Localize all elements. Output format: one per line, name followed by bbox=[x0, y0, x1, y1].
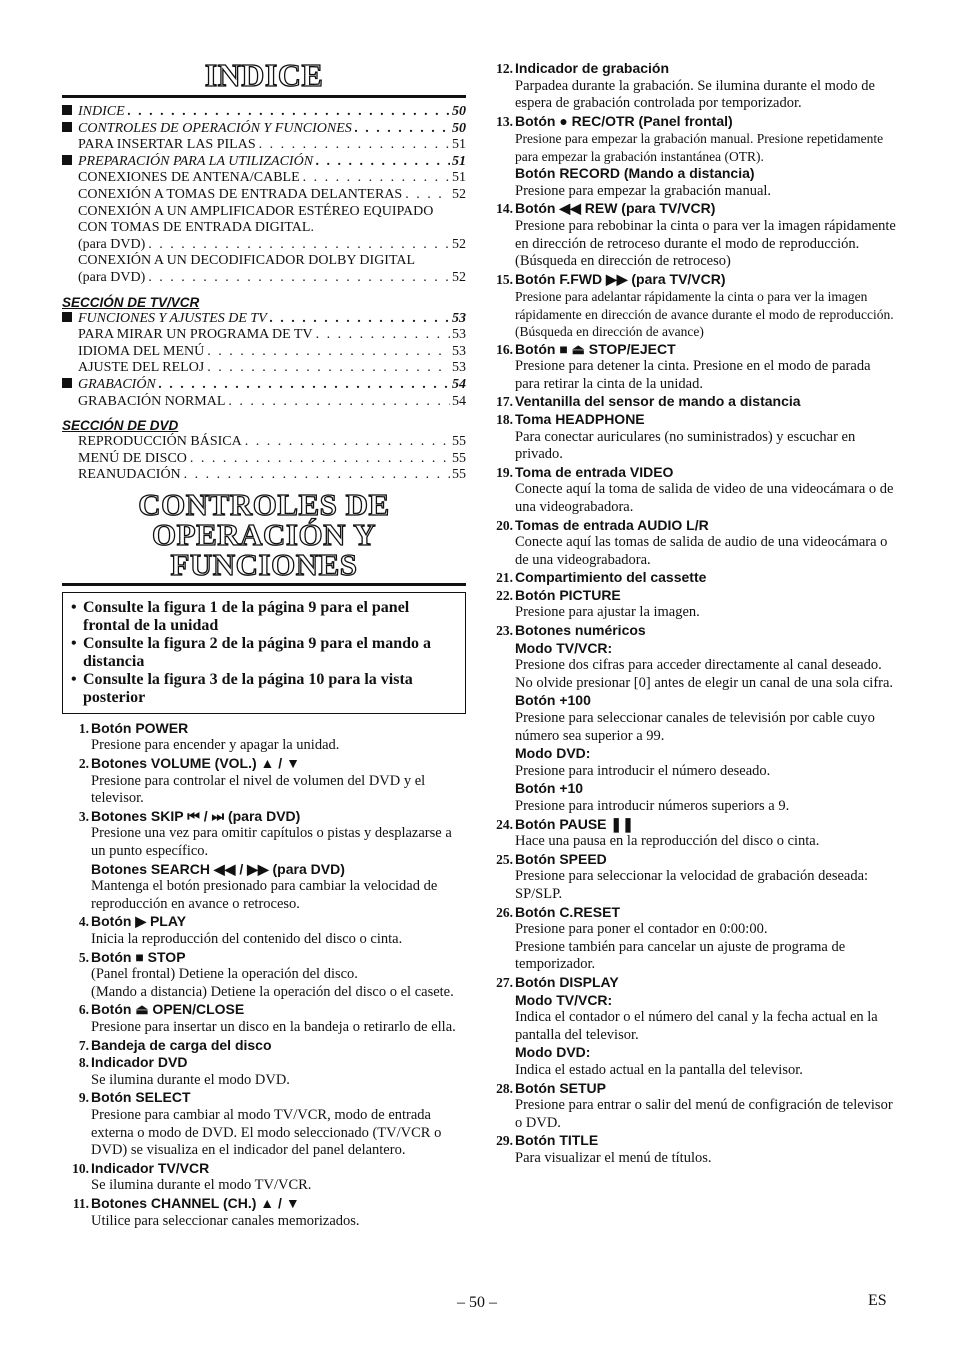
toc-entry[interactable]: IDIOMA DEL MENÚ . . . 53 bbox=[62, 344, 466, 361]
item-number: 27. bbox=[496, 974, 513, 990]
list-item bbox=[62, 1054, 466, 1089]
item-label: Indicador TV/VCR bbox=[91, 1159, 210, 1176]
item-description: Presione para introducir números superiors a 9. bbox=[515, 798, 790, 814]
table-of-contents bbox=[62, 104, 466, 484]
item-description: Presione dos cifras para acceder directamente al canal deseado. bbox=[515, 657, 882, 674]
item-number: 9. bbox=[78, 1090, 89, 1106]
item-label: Botón SPEED bbox=[515, 850, 607, 867]
list-item bbox=[486, 464, 896, 517]
list-item bbox=[62, 949, 466, 1002]
item-description: Presione para insertar un disco en la bandeja o retirarlo de ella. bbox=[91, 1018, 456, 1035]
list-item bbox=[486, 1080, 896, 1133]
item-description: Conecte aquí la toma de salida de video de una videocámara o de una videograbadora. bbox=[515, 481, 894, 515]
item-number: 11. bbox=[72, 1195, 89, 1211]
item-label: Botones CHANNEL (CH.) ▲ / ▼ bbox=[91, 1194, 300, 1211]
section-heading-tv-vcr: SECCIÓN DE TV/VCR bbox=[62, 294, 200, 310]
item-sublabel: Botón +10 bbox=[515, 780, 584, 797]
toc-entry[interactable]: PREPARACIÓN PARA LA UTILIZACIÓN . . . 51 bbox=[62, 154, 466, 171]
item-description: Presione para seleccionar la velocidad de grabación deseada: SP/SLP. bbox=[515, 868, 869, 902]
item-sublabel: Botón +100 bbox=[515, 692, 591, 709]
toc-entry[interactable]: CONEXIÓN A UN DECODIFICADOR DOLBY DIGITAL bbox=[78, 253, 416, 269]
toc-entry[interactable]: REPRODUCCIÓN BÁSICA . . . 55 bbox=[62, 434, 466, 451]
list-item bbox=[62, 1195, 466, 1230]
item-number: 21. bbox=[496, 570, 513, 586]
list-item bbox=[486, 517, 896, 570]
right-column bbox=[486, 60, 896, 1167]
right-items-list bbox=[486, 60, 896, 1167]
item-label: Botón TITLE bbox=[515, 1132, 599, 1149]
item-label: Botón DISPLAY bbox=[515, 973, 619, 990]
figure-reference-box bbox=[62, 592, 466, 714]
title-rule bbox=[62, 583, 466, 586]
item-description: Conecte aquí las tomas de salida de audio de una videocámara o de una videograbadora. bbox=[515, 534, 888, 568]
item-description: Hace una pausa en la reproducción del disco o cinta. bbox=[515, 833, 820, 850]
note-item: • Consulte la figura 1 de la página 9 para el panel frontal de la unidad bbox=[71, 598, 410, 634]
list-item bbox=[62, 755, 466, 808]
item-description: Presione para adelantar rápidamente la cinta o para ver la imagen rápidamente en dirección de avance durante el modo de reproducción. (Búsqueda en dirección de avance) bbox=[515, 289, 894, 340]
item-description: Presione para cambiar al modo TV/VCR, modo de entrada externa o modo de DVD. El modo seleccionado (TV/VCR o DVD) se visualiza en el indicador del panel delantero. bbox=[91, 1106, 442, 1159]
item-label: Botón SELECT bbox=[91, 1089, 191, 1106]
item-description: Se ilumina durante el modo TV/VCR. bbox=[91, 1177, 312, 1194]
item-number: 4. bbox=[78, 914, 89, 930]
list-item bbox=[486, 393, 896, 411]
list-item bbox=[486, 569, 896, 587]
item-description: Presione para entrar o salir del menú de configración de televisor o DVD. bbox=[515, 1097, 893, 1131]
item-description: Presione para ajustar la imagen. bbox=[515, 604, 700, 621]
item-label: Botón POWER bbox=[91, 719, 189, 736]
list-item bbox=[62, 1089, 466, 1159]
item-label: Botón ■ ⏏ STOP/EJECT bbox=[515, 340, 676, 357]
item-number: 29. bbox=[496, 1133, 513, 1149]
item-description: (Panel frontal) Detiene la operación del disco. bbox=[91, 966, 358, 983]
item-description: Presione una vez para omitir capítulos o pistas y desplazarse a un punto específico. bbox=[91, 825, 452, 860]
square-bullet-icon bbox=[62, 378, 72, 388]
item-label: Botones SKIP ⏮ / ⏭ (para DVD) bbox=[91, 807, 301, 824]
item-description: Presione para empezar la grabación manual. Presione repetidamente para empezar la grabación instantánea (OTR). bbox=[515, 131, 884, 164]
item-description: Presione para introducir el número deseado. bbox=[515, 762, 771, 779]
item-number: 24. bbox=[496, 816, 513, 832]
item-label: Botón ◀◀ REW (para TV/VCR) bbox=[515, 200, 716, 217]
section-heading-dvd: SECCIÓN DE DVD bbox=[62, 418, 179, 434]
square-bullet-icon bbox=[62, 105, 72, 115]
item-label: Botón ⏏ OPEN/CLOSE bbox=[91, 1001, 245, 1018]
toc-entry[interactable]: CONEXIÓN A UN AMPLIFICADOR ESTÉREO EQUIPADO CON TOMAS DE ENTRADA DIGITAL. bbox=[78, 203, 434, 236]
toc-entry[interactable]: GRABACIÓN NORMAL . . . 54 bbox=[62, 394, 466, 411]
item-sublabel: Modo DVD: bbox=[515, 1044, 591, 1061]
toc-entry[interactable]: (para DVD) . . . 52 bbox=[62, 237, 466, 254]
item-label: Botón ■ STOP bbox=[91, 948, 186, 965]
item-number: 22. bbox=[496, 587, 513, 603]
toc-entry[interactable]: AJUSTE DEL RELOJ . . . 53 bbox=[62, 360, 466, 377]
left-column bbox=[62, 58, 466, 1230]
item-label: Botón C.RESET bbox=[515, 903, 620, 920]
title-rule bbox=[62, 95, 466, 98]
item-description: Presione para seleccionar canales de televisión por cable cuyo número sea superior a 99. bbox=[515, 710, 875, 744]
item-label: Indicador de grabación bbox=[515, 60, 670, 76]
toc-entry[interactable]: INDICE . . . 50 bbox=[62, 104, 466, 121]
item-label: Compartimiento del cassette bbox=[515, 569, 707, 586]
list-item bbox=[486, 411, 896, 464]
language-code: ES bbox=[868, 1292, 887, 1309]
list-item bbox=[486, 341, 896, 394]
list-item bbox=[486, 974, 896, 1080]
item-label: Bandeja de carga del disco bbox=[91, 1036, 272, 1053]
item-label: Botón SETUP bbox=[515, 1079, 606, 1096]
square-bullet-icon bbox=[62, 155, 72, 165]
item-label: Botones numéricos bbox=[515, 622, 646, 639]
list-item bbox=[62, 720, 466, 755]
item-number: 26. bbox=[496, 904, 513, 920]
item-number: 5. bbox=[78, 949, 89, 965]
indice-title: INDICE bbox=[204, 57, 324, 93]
item-sublabel: Modo TV/VCR: bbox=[515, 639, 613, 656]
item-number: 19. bbox=[496, 464, 513, 480]
toc-entry[interactable]: GRABACIÓN . . . 54 bbox=[62, 377, 466, 394]
left-items-list bbox=[62, 720, 466, 1230]
item-number: 14. bbox=[496, 201, 513, 217]
item-number: 6. bbox=[78, 1002, 89, 1018]
item-number: 13. bbox=[496, 113, 513, 129]
list-item bbox=[486, 851, 896, 904]
item-number: 23. bbox=[496, 623, 513, 639]
list-item bbox=[486, 904, 896, 974]
item-number: 1. bbox=[78, 720, 89, 736]
item-number: 2. bbox=[78, 756, 89, 772]
list-item bbox=[486, 200, 896, 270]
list-item bbox=[62, 1160, 466, 1195]
item-description: Presione para empezar la grabación manual. bbox=[515, 182, 772, 199]
toc-entry[interactable]: FUNCIONES Y AJUSTES DE TV . . . 53 bbox=[62, 311, 466, 328]
item-description: Indica el contador o el número del canal y la fecha actual en la pantalla del televisor. bbox=[515, 1009, 878, 1043]
controles-title-line2: OPERACIÓN Y FUNCIONES bbox=[152, 516, 376, 582]
toc-entry[interactable]: CONEXIÓN A TOMAS DE ENTRADA DELANTERAS . . . 52 bbox=[62, 187, 466, 204]
item-description: Presione para rebobinar la cinta o para ver la imagen rápidamente en dirección de retroceso durante el modo de reproducción. (Búsqueda en dirección de retroceso) bbox=[515, 217, 896, 270]
list-item bbox=[486, 622, 896, 816]
list-item bbox=[486, 113, 896, 201]
item-number: 10. bbox=[72, 1160, 89, 1176]
item-description: Para conectar auriculares (no suministrados) y escuchar en privado. bbox=[515, 428, 856, 463]
item-number: 8. bbox=[78, 1055, 89, 1071]
item-number: 16. bbox=[496, 341, 513, 357]
item-number: 7. bbox=[78, 1037, 89, 1053]
item-sublabel: Botón RECORD (Mando a distancia) bbox=[515, 165, 755, 182]
toc-entry[interactable]: CONTROLES DE OPERACIÓN Y FUNCIONES . . . 50 bbox=[62, 121, 466, 138]
item-number: 3. bbox=[78, 808, 89, 824]
item-description: Presione para controlar el nivel de volumen del DVD y el televisor. bbox=[91, 772, 426, 807]
item-description: Se ilumina durante el modo DVD. bbox=[91, 1071, 290, 1088]
page-number: – 50 – bbox=[457, 1294, 497, 1311]
item-description: Presione también para cancelar un ajuste de programa de temporizador. bbox=[515, 938, 846, 973]
toc-entry[interactable]: PARA MIRAR UN PROGRAMA DE TV . . . 53 bbox=[62, 327, 466, 344]
list-item bbox=[62, 1001, 466, 1036]
list-item bbox=[486, 816, 896, 851]
item-description: Presione para detener la cinta. Presione en el modo de parada para retirar la cinta de la unidad. bbox=[515, 358, 871, 392]
controles-title-line1: CONTROLES DE bbox=[138, 486, 390, 522]
item-sublabel: Botones SEARCH ◀◀ / ▶▶ (para DVD) bbox=[91, 860, 345, 877]
item-number: 15. bbox=[496, 271, 513, 287]
toc-entry[interactable]: (para DVD) . . . 52 bbox=[62, 270, 466, 287]
item-label: Botón ▶ PLAY bbox=[91, 913, 187, 930]
list-item bbox=[62, 1037, 466, 1055]
item-description: (Mando a distancia) Detiene la operación del disco o el casete. bbox=[91, 983, 454, 1000]
item-description: Mantenga el botón presionado para cambiar la velocidad de reproducción en avance o retroceso. bbox=[91, 878, 438, 912]
toc-entry[interactable]: CONEXIONES DE ANTENA/CABLE . . . 51 bbox=[62, 170, 466, 187]
item-description: No olvide presionar [0] antes de elegir un canal de una sola cifra. bbox=[515, 674, 894, 691]
list-item bbox=[486, 271, 896, 341]
list-item bbox=[62, 808, 466, 914]
item-label: Toma HEADPHONE bbox=[515, 410, 645, 427]
item-description: Parpadea durante la grabación. Se ilumina durante el modo de espera de grabación controlada por temporizador. bbox=[515, 77, 875, 112]
item-sublabel: Modo DVD: bbox=[515, 745, 591, 762]
item-number: 28. bbox=[496, 1080, 513, 1096]
item-number: 18. bbox=[496, 411, 513, 427]
item-label: Botón F.FWD ▶▶ (para TV/VCR) bbox=[515, 270, 726, 287]
item-description: Presione para encender y apagar la unidad. bbox=[91, 737, 340, 754]
item-number: 20. bbox=[496, 517, 513, 533]
list-item bbox=[486, 1132, 896, 1167]
item-label: Ventanilla del sensor de mando a distancia bbox=[515, 393, 801, 410]
item-sublabel: Modo TV/VCR: bbox=[515, 991, 613, 1008]
item-description: Utilice para seleccionar canales memorizados. bbox=[91, 1212, 360, 1229]
square-bullet-icon bbox=[62, 122, 72, 132]
list-item bbox=[62, 913, 466, 948]
item-label: Indicador DVD bbox=[91, 1054, 188, 1071]
list-item bbox=[486, 60, 896, 113]
square-bullet-icon bbox=[62, 312, 72, 322]
toc-entry[interactable]: REANUDACIÓN . . . 55 bbox=[62, 467, 466, 484]
item-number: 12. bbox=[496, 61, 513, 76]
item-number: 17. bbox=[496, 394, 513, 410]
note-item: • Consulte la figura 3 de la página 10 para la vista posterior bbox=[71, 670, 413, 706]
item-label: Botones VOLUME (VOL.) ▲ / ▼ bbox=[91, 755, 300, 772]
item-number: 25. bbox=[496, 851, 513, 867]
list-item bbox=[486, 587, 896, 622]
item-description: Indica el estado actual en la pantalla del televisor. bbox=[515, 1061, 803, 1078]
note-item: • Consulte la figura 2 de la página 9 para el mando a distancia bbox=[71, 634, 432, 670]
toc-entry[interactable]: PARA INSERTAR LAS PILAS . . . 51 bbox=[62, 137, 466, 154]
item-description: Para visualizar el menú de títulos. bbox=[515, 1149, 712, 1166]
item-description: Inicia la reproducción del contenido del disco o cinta. bbox=[91, 931, 403, 947]
toc-entry[interactable]: MENÚ DE DISCO . . . 55 bbox=[62, 451, 466, 468]
item-label: Toma de entrada VIDEO bbox=[515, 463, 674, 480]
item-label: Botón PICTURE bbox=[515, 586, 621, 603]
item-label: Botón PAUSE ❚❚ bbox=[515, 815, 634, 832]
item-description: Presione para poner el contador en 0:00:00. bbox=[515, 921, 768, 938]
item-label: Tomas de entrada AUDIO L/R bbox=[515, 516, 709, 533]
item-label: Botón ● REC/OTR (Panel frontal) bbox=[515, 112, 733, 129]
